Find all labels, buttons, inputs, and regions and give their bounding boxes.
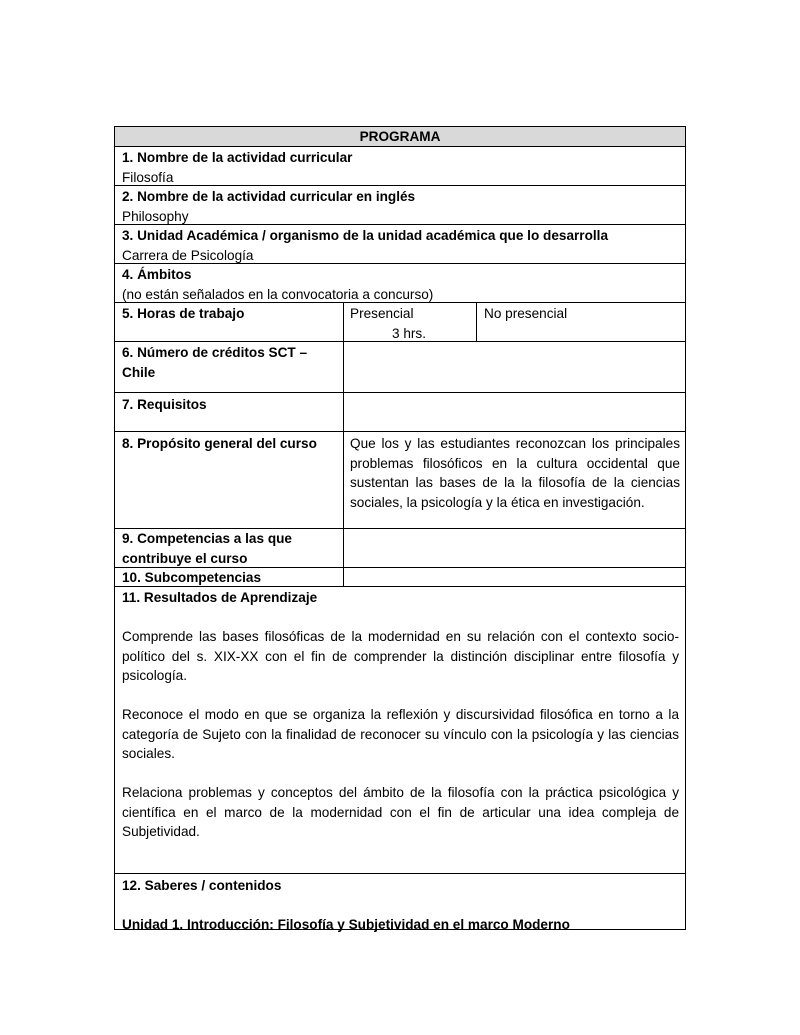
row-divider [115,586,685,587]
row-4-value: (no están señalados en la convocatoria a concurso) [122,286,434,302]
row-10-label: 10. Subcompetencias [122,570,262,585]
learning-outcome-2: Reconoce el modo en que se organiza la reflexión y discursividad filosófica en torno a la categoría de Sujeto con la finalidad de reconocer su vínculo con la psicología y las ciencias sociales. [122,707,679,761]
row-2-value: Philosophy [122,208,189,224]
row-5-presencial-cell [350,304,470,343]
row-3-label: 3. Unidad Académica / organismo de la unidad académica que lo desarrolla [122,228,609,243]
row-1-label: 1. Nombre de la actividad curricular [122,150,353,165]
row-divider [115,224,685,225]
row-divider [115,263,685,264]
row-4-cell [122,265,678,304]
row-5-label: 5. Horas de trabajo [122,306,245,321]
row-8-value: Que los y las estudiantes reconozcan los principales problemas filosóficos en la cultura occidental que sustentan las bases de la la filosofía de la ciencias sociales, la psicología y la ética en investigación. [350,436,680,510]
row-12-unit-title: Unidad 1. Introducción: Filosofía y Subjetividad en el marco Moderno [122,917,570,932]
row-9-label [122,529,337,568]
row-divider [115,185,685,186]
learning-outcome-1: Comprende las bases filosóficas de la modernidad en su relación con el contexto socio-político del s. XIX-XX con el fin de comprender la distinción disciplinar entre filosofía y psicología. [122,629,679,683]
row-9-label-line1: 9. Competencias a las que [122,531,292,546]
row-divider [115,392,685,393]
row-5-presencial-label: Presencial [350,306,414,321]
row-6-label-line2: Chile [122,364,156,380]
row-12-label: 12. Saberes / contenidos [122,878,282,893]
row-3-cell [122,226,682,265]
row-2-cell [122,187,678,226]
row-divider [115,146,685,147]
table-title: PROGRAMA [115,127,685,146]
row-divider [115,302,685,303]
row-5-no-presencial-label: No presencial [484,306,568,321]
row-12-cell [122,876,679,935]
row-1-cell [122,148,678,187]
row-divider [115,431,685,432]
row-8-label: 8. Propósito general del curso [122,436,317,451]
row-divider [115,341,685,342]
learning-outcome-3: Relaciona problemas y conceptos del ámbito de la filosofía con la práctica psicológica y científica en el marco de la modernidad con el fin de articular una idea compleja de Subjetividad. [122,785,679,839]
row-6-label [122,343,337,382]
row-3-value: Carrera de Psicología [122,247,254,263]
row-2-label: 2. Nombre de la actividad curricular en inglés [122,189,416,204]
row-9-label-line2: contribuye el curso [122,550,248,566]
column-divider [476,302,477,341]
row-1-value: Filosofía [122,169,174,185]
program-form-table [114,126,686,930]
row-11-label: 11. Resultados de Aprendizaje [122,590,318,605]
column-divider [343,302,344,586]
row-7-label: 7. Requisitos [122,397,207,412]
row-4-label: 4. Ámbitos [122,267,192,282]
row-5-presencial-value: 3 hrs. [392,325,426,341]
row-11-cell [122,588,679,842]
row-divider [115,873,685,874]
row-6-label-line1: 6. Número de créditos SCT – [122,345,308,360]
